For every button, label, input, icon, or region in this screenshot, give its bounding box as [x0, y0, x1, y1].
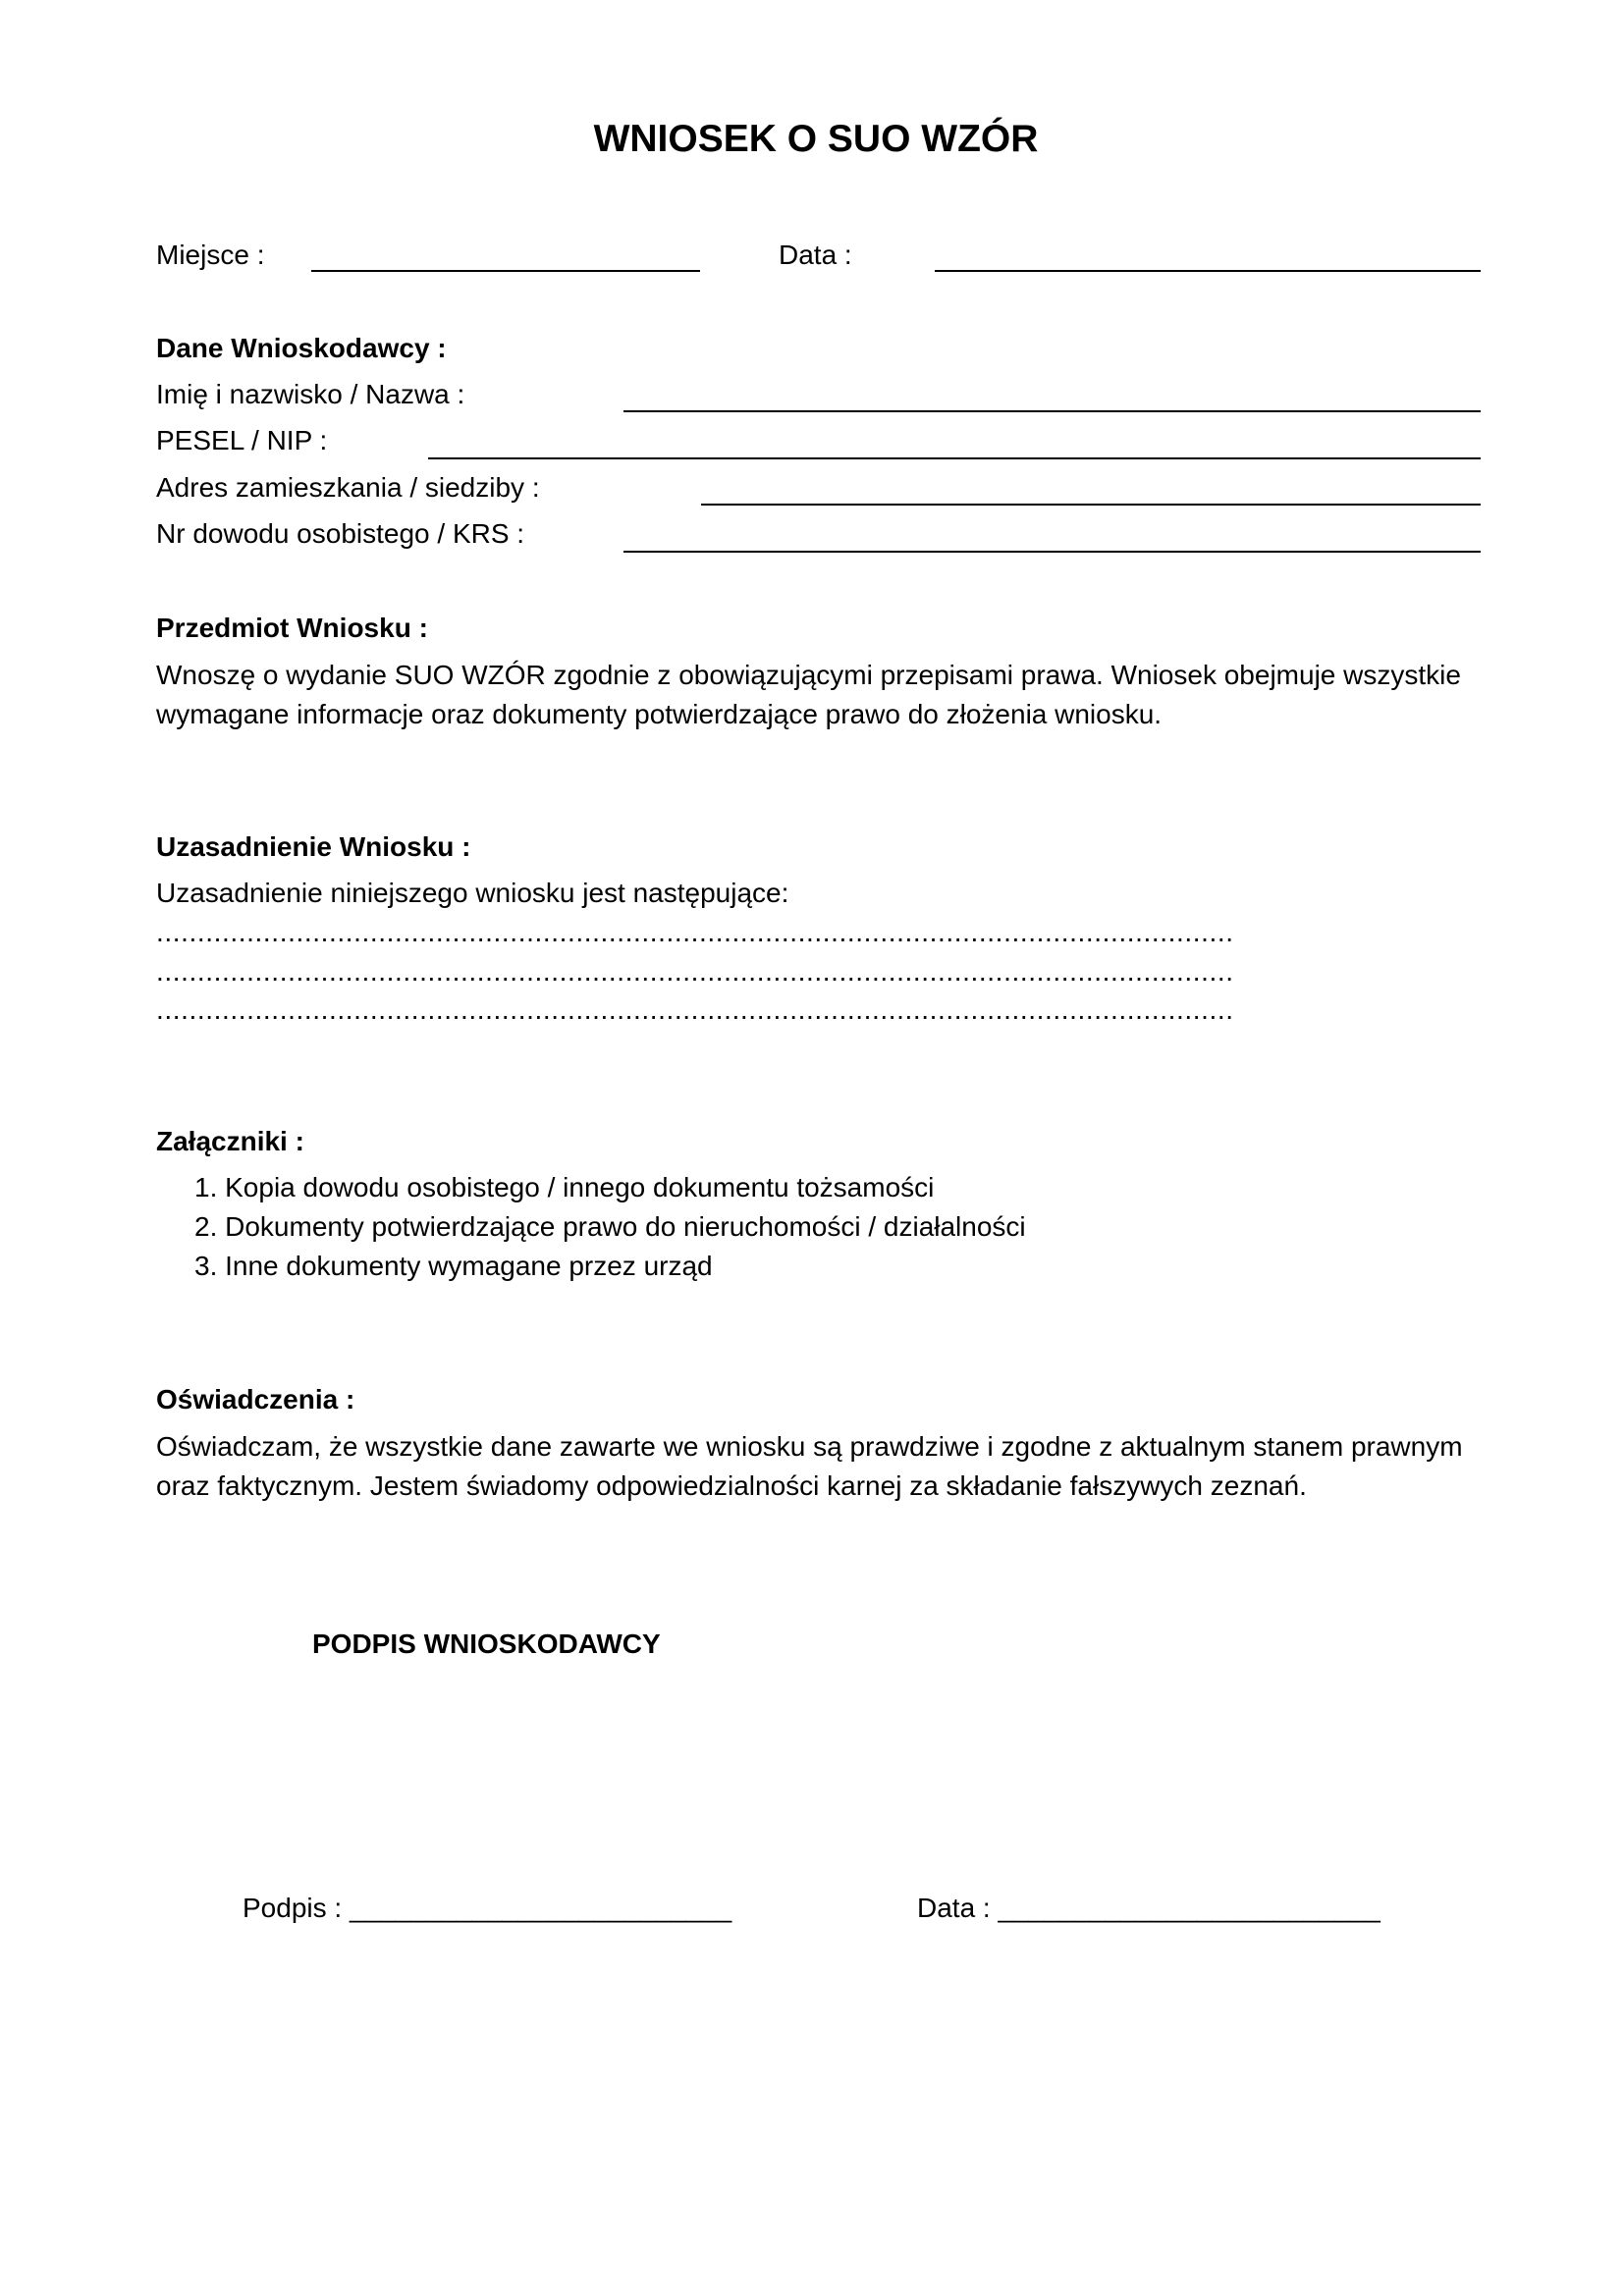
signature-field[interactable]: Podpis : _________________________	[243, 1893, 732, 1923]
name-field[interactable]	[623, 410, 1481, 412]
pesel-label: PESEL / NIP :	[156, 425, 328, 455]
address-label: Adres zamieszkania / siedziby :	[156, 472, 540, 503]
justification-line-3[interactable]: ...................................................................................................................................	[156, 994, 1234, 1025]
justification-heading: Uzasadnienie Wniosku :	[156, 831, 471, 862]
attachment-item-3: 3. Inne dokumenty wymagane przez urząd	[194, 1251, 713, 1281]
declarations-heading: Oświadczenia :	[156, 1384, 355, 1415]
date-label: Data :	[779, 240, 852, 270]
id-label: Nr dowodu osobistego / KRS :	[156, 518, 525, 549]
pesel-field[interactable]	[428, 457, 1481, 459]
subject-heading: Przedmiot Wniosku :	[156, 613, 428, 643]
attachments-heading: Załączniki :	[156, 1126, 304, 1156]
name-label: Imię i nazwisko / Nazwa :	[156, 379, 465, 409]
justification-intro: Uzasadnienie niniejszego wniosku jest następujące:	[156, 878, 789, 908]
justification-line-2[interactable]: ...................................................................................................................................	[156, 956, 1234, 987]
place-label: Miejsce :	[156, 240, 265, 270]
declarations-text: Oświadczam, że wszystkie dane zawarte we wniosku są prawdziwe i zgodne z aktualnym stanem prawnym oraz faktycznym. Jestem świadomy odpowiedzialności karnej za składanie fałszywych zeznań.	[156, 1431, 1463, 1501]
place-field[interactable]	[311, 270, 700, 272]
subject-text: Wnoszę o wydanie SUO WZÓR zgodnie z obowiązującymi przepisami prawa. Wniosek obejmuje wszystkie wymagane informacje oraz dokumenty potwierdzające prawo do złożenia wniosku.	[156, 660, 1461, 729]
signature-date-field[interactable]: Data : _________________________	[917, 1893, 1380, 1923]
address-field[interactable]	[701, 504, 1481, 506]
date-field[interactable]	[935, 270, 1481, 272]
signature-heading: PODPIS WNIOSKODAWCY	[312, 1629, 661, 1659]
attachment-item-2: 2. Dokumenty potwierdzające prawo do nieruchomości / działalności	[194, 1211, 1026, 1242]
id-field[interactable]	[623, 551, 1481, 553]
justification-line-1[interactable]: ...................................................................................................................................	[156, 917, 1234, 947]
attachment-item-1: 1. Kopia dowodu osobistego / innego dokumentu tożsamości	[194, 1172, 935, 1202]
applicant-heading: Dane Wnioskodawcy :	[156, 333, 447, 363]
document-title: WNIOSEK O SUO WZÓR	[593, 118, 1039, 160]
